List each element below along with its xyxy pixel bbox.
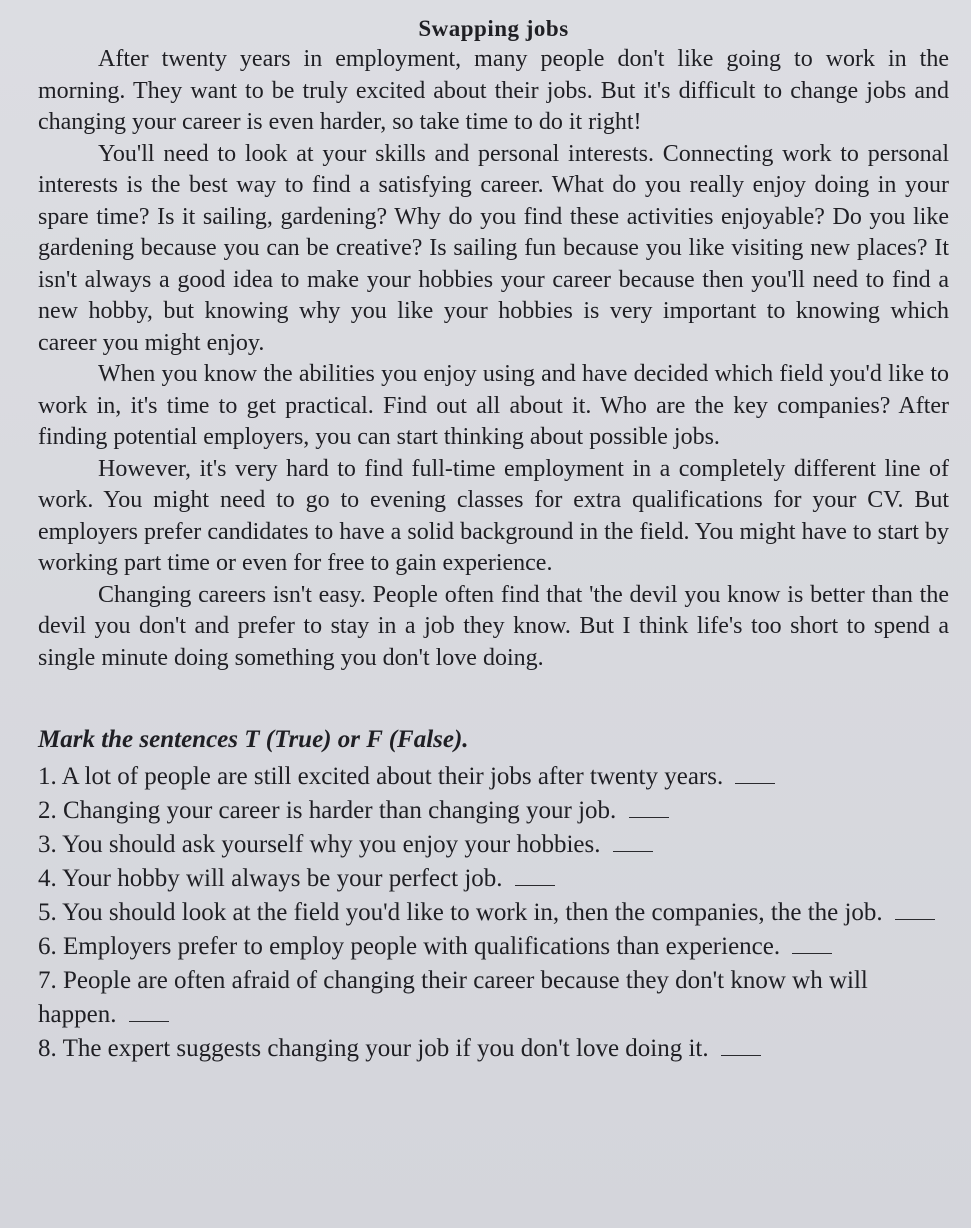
article-title: Swapping jobs — [418, 16, 569, 41]
question-item — [38, 794, 949, 828]
answer-blank[interactable] — [629, 795, 669, 818]
question-number: 4. — [38, 865, 57, 892]
question-number: 7. — [38, 967, 57, 994]
answer-blank[interactable] — [721, 1033, 761, 1056]
question-item — [38, 896, 949, 930]
article-paragraph-5: Changing careers isn't easy. People often find that 'the devil you know is better than the devil you don't and prefer to stay in a job they know. But I think life's too short to spend a single minute doing something you don't love doing. — [38, 581, 949, 671]
answer-blank[interactable] — [735, 761, 775, 784]
answer-blank[interactable] — [895, 897, 935, 920]
question-text: Your hobby will always be your perfect job. — [62, 865, 503, 892]
question-text: Employers prefer to employ people with qualifications than experience. — [63, 933, 781, 960]
question-text: You should ask yourself why you enjoy your hobbies. — [62, 831, 601, 858]
question-text: You should look at the field you'd like to work in, then the companies, the the job. — [62, 899, 883, 926]
article-paragraph-1: After twenty years in employment, many people don't like going to work in the morning. They want to be truly excited about their jobs. But it's difficult to change jobs and changing your career is even harder, so take time to do it right! — [38, 46, 949, 135]
answer-blank[interactable] — [613, 829, 653, 852]
answer-blank[interactable] — [515, 863, 555, 886]
question-item — [38, 1032, 949, 1066]
question-number: 2. — [38, 797, 57, 824]
question-item — [38, 862, 949, 896]
question-number: 1. — [38, 763, 57, 790]
exercise-instruction: Mark the sentences T (True) or F (False). — [38, 726, 469, 753]
question-text: A lot of people are still excited about their jobs after twenty years. — [61, 763, 724, 790]
question-text: People are often afraid of changing their career because they don't know wh will happen. — [38, 967, 868, 1028]
article-paragraph-4: However, it's very hard to find full-time employment in a completely different line of work. You might need to go to evening classes for extra qualifications for your CV. But employers prefer candidates to have a solid background in the field. You might have to start by working part time or even for free to gain experience. — [38, 455, 949, 576]
question-item — [38, 760, 949, 794]
question-item — [38, 930, 949, 964]
article-paragraph-2: You'll need to look at your skills and personal interests. Connecting work to personal interests is the best way to find a satisfying career. What do you really enjoy doing in your spare time? Is it sailing, gardening? Why do you find these activities enjoyable? Do you like gardening because you can be creative? Is sailing fun because you like visiting new places? It isn't always a good idea to make your hobbies your career because then you'll need to find a new hobby, but knowing why you like your hobbies is very important to knowing which career you might enjoy. — [38, 140, 949, 356]
answer-blank[interactable] — [792, 931, 832, 954]
question-number: 8. — [38, 1035, 57, 1062]
question-text: The expert suggests changing your job if you don't love doing it. — [62, 1035, 709, 1062]
question-item — [38, 964, 949, 1032]
article-paragraph-3: When you know the abilities you enjoy using and have decided which field you'd like to work in, it's time to get practical. Find out all about it. Who are the key companies? After finding potential employers, you can start thinking about possible jobs. — [38, 361, 949, 450]
question-number: 3. — [38, 831, 57, 858]
question-number: 5. — [38, 899, 57, 926]
question-item — [38, 828, 949, 862]
true-false-list — [38, 760, 949, 1066]
question-text: Changing your career is harder than changing your job. — [63, 797, 617, 824]
answer-blank[interactable] — [129, 999, 169, 1022]
question-number: 6. — [38, 933, 57, 960]
